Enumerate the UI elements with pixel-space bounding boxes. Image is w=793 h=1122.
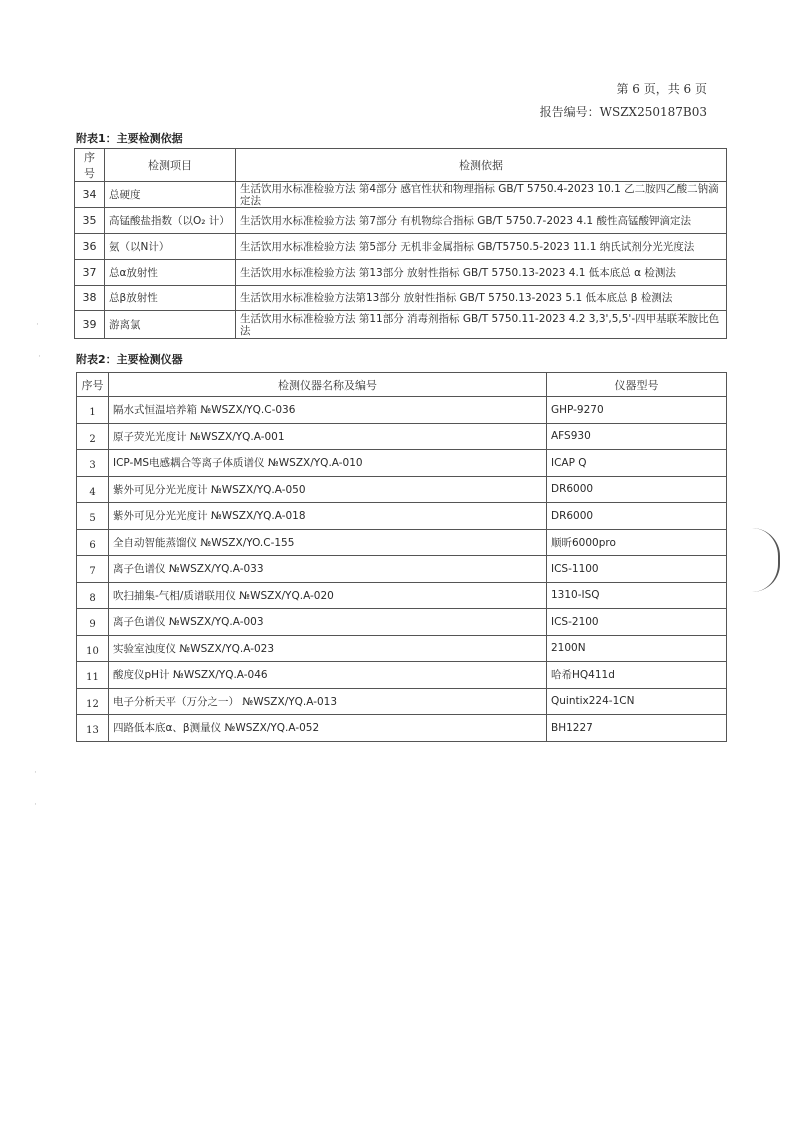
header-instrument: 检测仪器名称及编号 (109, 373, 547, 397)
table-row (77, 556, 727, 583)
table-row (77, 423, 727, 450)
row-instrument: 实验室浊度仪 №WSZX/YQ.A-023 (109, 635, 547, 662)
row-model: BH1227 (547, 715, 727, 742)
row-basis: 生活饮用水标准检验方法 第11部分 消毒剂指标 GB/T 5750.11-2023 4.2 3,3',5,5'-四甲基联苯胺比色法 (236, 311, 727, 339)
instrument-table (76, 372, 727, 742)
table-row (77, 582, 727, 609)
margin-bracket-mark (752, 528, 780, 592)
row-seq: 35 (75, 208, 105, 234)
row-model: 哈希HQ411d (547, 662, 727, 689)
row-model: 1310-ISQ (547, 582, 727, 609)
row-seq: 4 (77, 476, 109, 503)
table-row (75, 182, 727, 208)
row-seq: 12 (77, 688, 109, 715)
row-model: 顺昕6000pro (547, 529, 727, 556)
scan-speck: · (36, 320, 39, 330)
table-row (77, 397, 727, 424)
row-seq: 38 (75, 286, 105, 311)
table-row (77, 476, 727, 503)
table-row (77, 715, 727, 742)
row-basis: 生活饮用水标准检验方法 第5部分 无机非金属指标 GB/T5750.5-2023 11.1 纳氏试剂分光光度法 (236, 234, 727, 260)
row-model: Quintix224-1CN (547, 688, 727, 715)
scan-speck: · (34, 768, 37, 778)
row-instrument: ICP-MS电感耦合等离子体质谱仪 №WSZX/YQ.A-010 (109, 450, 547, 477)
row-seq: 6 (77, 529, 109, 556)
page-number: 第 6 页，共 6 页 (616, 82, 707, 96)
report-number: 报告编号：WSZX250187B03 (539, 105, 707, 119)
table-row (77, 529, 727, 556)
row-instrument: 离子色谱仪 №WSZX/YQ.A-033 (109, 556, 547, 583)
row-seq: 10 (77, 635, 109, 662)
row-item: 高锰酸盐指数（以O₂ 计） (105, 208, 236, 234)
row-model: ICS-2100 (547, 609, 727, 636)
row-instrument: 隔水式恒温培养箱 №WSZX/YQ.C-036 (109, 397, 547, 424)
row-item: 总α放射性 (105, 260, 236, 286)
row-instrument: 酸度仪pH计 №WSZX/YQ.A-046 (109, 662, 547, 689)
scan-speck: · (38, 352, 41, 362)
table2-title: 附表2：主要检测仪器 (76, 353, 183, 366)
row-seq: 11 (77, 662, 109, 689)
header-basis: 检测依据 (236, 149, 727, 182)
table-row (77, 635, 727, 662)
table-row (77, 662, 727, 689)
row-basis: 生活饮用水标准检验方法 第13部分 放射性指标 GB/T 5750.13-2023 4.1 低本底总 α 检测法 (236, 260, 727, 286)
row-seq: 37 (75, 260, 105, 286)
table-row (75, 260, 727, 286)
row-model: DR6000 (547, 503, 727, 530)
table-row (75, 234, 727, 260)
row-seq: 2 (77, 423, 109, 450)
row-seq: 34 (75, 182, 105, 208)
row-item: 总硬度 (105, 182, 236, 208)
row-seq: 13 (77, 715, 109, 742)
row-instrument: 离子色谱仪 №WSZX/YQ.A-003 (109, 609, 547, 636)
scan-speck: · (34, 800, 37, 810)
table-row (75, 208, 727, 234)
header-seq: 序号 (75, 149, 105, 182)
table-row (75, 286, 727, 311)
row-instrument: 紫外可见分光光度计 №WSZX/YQ.A-050 (109, 476, 547, 503)
table-row (75, 311, 727, 339)
row-seq: 1 (77, 397, 109, 424)
row-seq: 8 (77, 582, 109, 609)
header-item: 检测项目 (105, 149, 236, 182)
testing-basis-table (74, 148, 727, 339)
row-model: ICAP Q (547, 450, 727, 477)
table-row (77, 450, 727, 477)
row-seq: 39 (75, 311, 105, 339)
row-model: DR6000 (547, 476, 727, 503)
row-instrument: 全自动智能蒸馏仪 №WSZX/YO.C-155 (109, 529, 547, 556)
table-row (77, 609, 727, 636)
header-seq: 序号 (77, 373, 109, 397)
header-model: 仪器型号 (547, 373, 727, 397)
row-basis: 生活饮用水标准检验方法 第7部分 有机物综合指标 GB/T 5750.7-2023 4.1 酸性高锰酸钾滴定法 (236, 208, 727, 234)
table1-title: 附表1：主要检测依据 (76, 132, 183, 145)
row-basis: 生活饮用水标准检验方法 第4部分 感官性状和物理指标 GB/T 5750.4-2023 10.1 乙二胺四乙酸二钠滴定法 (236, 182, 727, 208)
row-instrument: 四路低本底α、β测量仪 №WSZX/YQ.A-052 (109, 715, 547, 742)
row-seq: 5 (77, 503, 109, 530)
row-instrument: 吹扫捕集-气相/质谱联用仪 №WSZX/YQ.A-020 (109, 582, 547, 609)
row-model: 2100N (547, 635, 727, 662)
row-instrument: 电子分析天平（万分之一） №WSZX/YQ.A-013 (109, 688, 547, 715)
row-instrument: 原子荧光光度计 №WSZX/YQ.A-001 (109, 423, 547, 450)
row-seq: 36 (75, 234, 105, 260)
table-header-row (75, 149, 727, 182)
table-header-row (77, 373, 727, 397)
row-model: AFS930 (547, 423, 727, 450)
row-seq: 9 (77, 609, 109, 636)
row-item: 游离氯 (105, 311, 236, 339)
row-seq: 3 (77, 450, 109, 477)
row-instrument: 紫外可见分光光度计 №WSZX/YQ.A-018 (109, 503, 547, 530)
row-model: GHP-9270 (547, 397, 727, 424)
row-item: 氨（以N计） (105, 234, 236, 260)
table-row (77, 688, 727, 715)
row-basis: 生活饮用水标准检验方法第13部分 放射性指标 GB/T 5750.13-2023 5.1 低本底总 β 检测法 (236, 286, 727, 311)
table-row (77, 503, 727, 530)
row-item: 总β放射性 (105, 286, 236, 311)
row-model: ICS-1100 (547, 556, 727, 583)
row-seq: 7 (77, 556, 109, 583)
